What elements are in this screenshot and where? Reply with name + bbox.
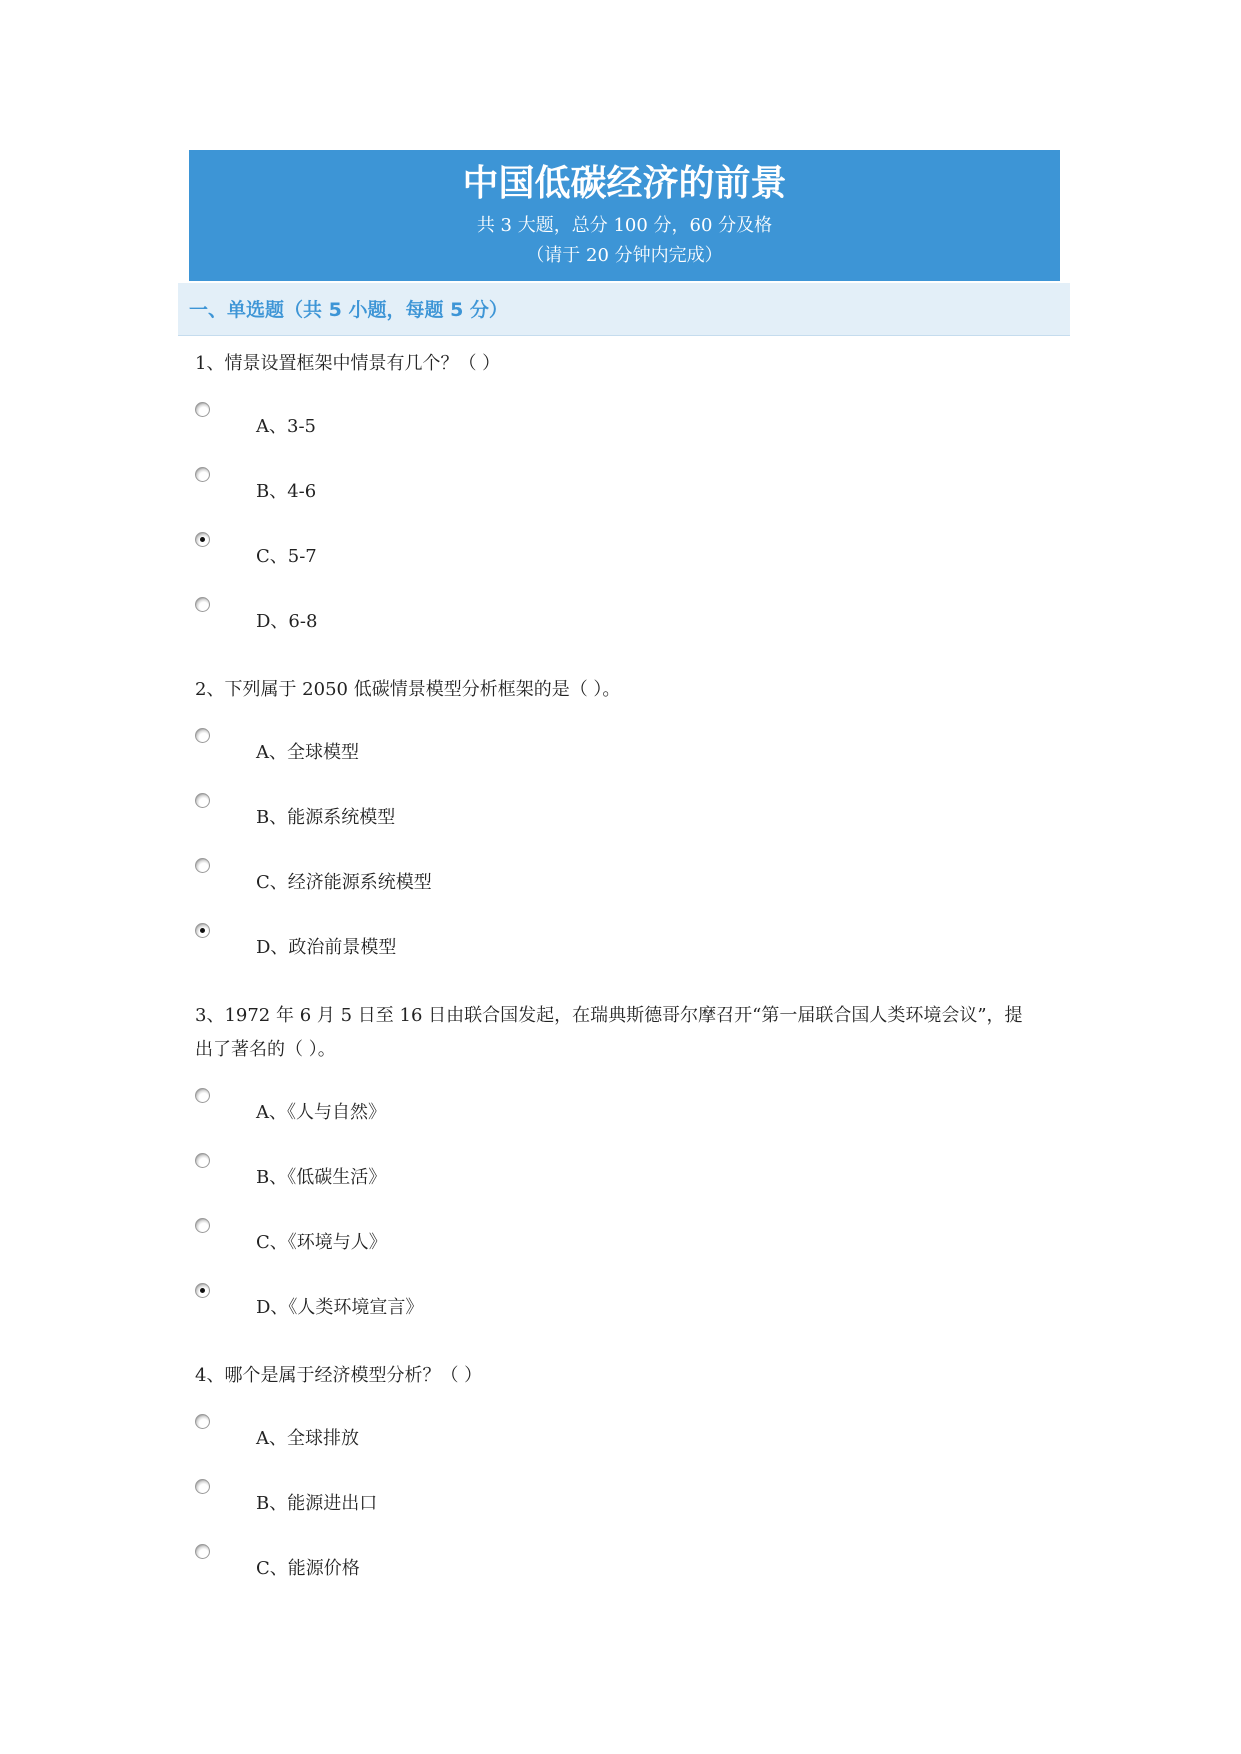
option-label: B、《低碳生活》 xyxy=(256,1167,387,1188)
question-4-option-c[interactable] xyxy=(195,1544,795,1584)
option-label: D、6-8 xyxy=(256,611,318,632)
question-1-option-c[interactable] xyxy=(195,532,795,572)
option-label: A、3-5 xyxy=(256,416,316,437)
option-label: B、4-6 xyxy=(256,481,317,502)
option-label: B、能源系统模型 xyxy=(256,807,396,828)
exam-title: 中国低碳经济的前景 xyxy=(462,163,787,204)
question-3-option-c[interactable] xyxy=(195,1218,795,1258)
exam-header xyxy=(189,150,1060,281)
question-3-option-a[interactable] xyxy=(195,1088,795,1128)
option-label: A、全球排放 xyxy=(256,1428,359,1449)
question-2-option-a[interactable] xyxy=(195,728,795,768)
radio-selected-icon[interactable] xyxy=(195,532,210,547)
exam-summary: 共 3 大题，总分 100 分，60 分及格 xyxy=(476,215,773,236)
radio-selected-icon[interactable] xyxy=(195,1283,210,1298)
radio-selected-icon[interactable] xyxy=(195,923,210,938)
question-3-text-line-1: 3、1972 年 6 月 5 日至 16 日由联合国发起，在瑞典斯德哥尔摩召开“第一届联合国人类环境会议”，提 xyxy=(195,1005,1023,1026)
exam-time-note: （请于 20 分钟内完成） xyxy=(526,245,723,266)
radio-icon[interactable] xyxy=(195,728,210,743)
option-label: C、经济能源系统模型 xyxy=(256,872,432,893)
option-label: A、全球模型 xyxy=(256,742,359,763)
option-label: D、《人类环境宣言》 xyxy=(256,1297,424,1318)
question-3-text-line-2: 出了著名的（ ）。 xyxy=(195,1039,336,1060)
option-label: D、政治前景模型 xyxy=(256,937,397,958)
question-2-option-b[interactable] xyxy=(195,793,795,833)
radio-icon[interactable] xyxy=(195,858,210,873)
radio-icon[interactable] xyxy=(195,597,210,612)
question-1-option-b[interactable] xyxy=(195,467,795,507)
radio-icon[interactable] xyxy=(195,1544,210,1559)
section-title: 一、单选题（共 5 小题，每题 5 分） xyxy=(189,299,508,321)
section-header xyxy=(178,283,1070,336)
radio-icon[interactable] xyxy=(195,1218,210,1233)
radio-icon[interactable] xyxy=(195,1088,210,1103)
option-label: B、能源进出口 xyxy=(256,1493,378,1514)
question-2-option-c[interactable] xyxy=(195,858,795,898)
radio-icon[interactable] xyxy=(195,402,210,417)
question-4-option-b[interactable] xyxy=(195,1479,795,1519)
option-label: C、《环境与人》 xyxy=(256,1232,387,1253)
question-1-text: 1、情景设置框架中情景有几个？（ ） xyxy=(195,353,501,374)
option-label: C、5-7 xyxy=(256,546,317,567)
question-3-option-b[interactable] xyxy=(195,1153,795,1193)
radio-icon[interactable] xyxy=(195,793,210,808)
question-4-option-a[interactable] xyxy=(195,1414,795,1454)
question-2-option-d[interactable] xyxy=(195,923,795,963)
radio-icon[interactable] xyxy=(195,1414,210,1429)
question-2-text: 2、下列属于 2050 低碳情景模型分析框架的是（ ）。 xyxy=(195,679,621,700)
question-1-option-a[interactable] xyxy=(195,402,795,442)
radio-icon[interactable] xyxy=(195,1479,210,1494)
option-label: A、《人与自然》 xyxy=(256,1102,386,1123)
option-label: C、能源价格 xyxy=(256,1558,360,1579)
question-1-option-d[interactable] xyxy=(195,597,795,637)
question-3-option-d[interactable] xyxy=(195,1283,795,1323)
question-4-text: 4、哪个是属于经济模型分析？（ ） xyxy=(195,1365,483,1386)
radio-icon[interactable] xyxy=(195,1153,210,1168)
radio-icon[interactable] xyxy=(195,467,210,482)
